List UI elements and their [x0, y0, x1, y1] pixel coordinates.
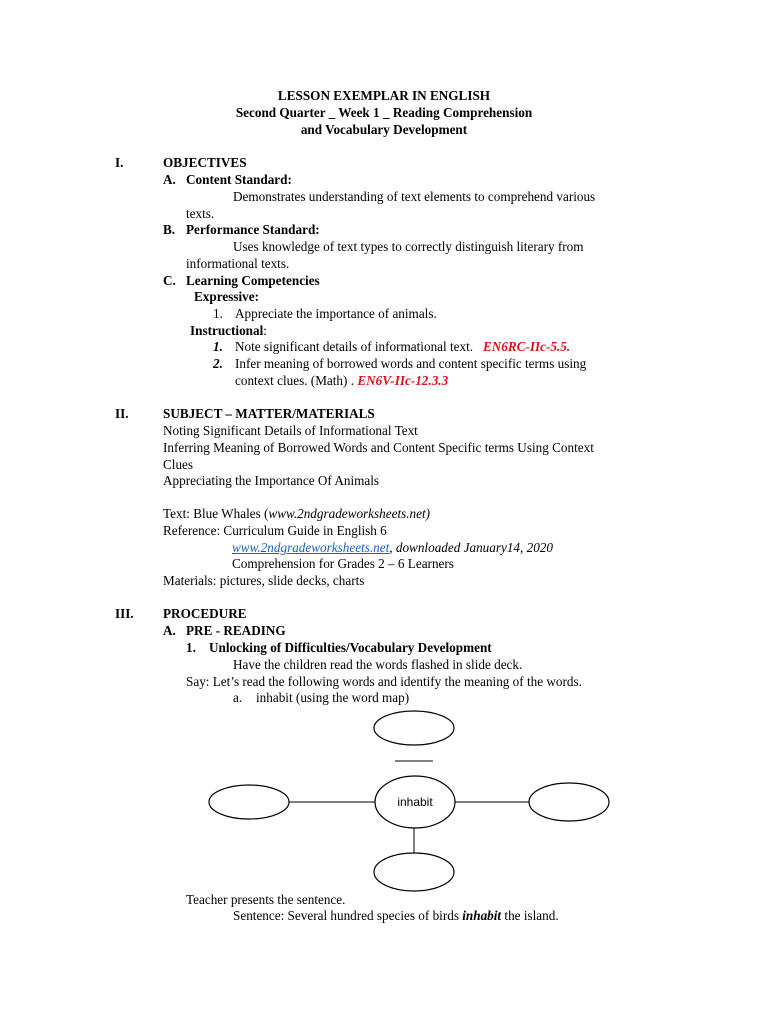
- instructional-item-2: Infer meaning of borrowed words and content specific terms using: [235, 356, 587, 371]
- instructional-item-2-number: 2.: [213, 356, 223, 371]
- content-standard-text: Demonstrates understanding of text elements to comprehend various: [233, 189, 596, 204]
- word-map-center-word: inhabit: [397, 795, 433, 809]
- pre-reading-label: A.: [163, 623, 176, 638]
- performance-standard-text: Uses knowledge of text types to correctly distinguish literary from: [233, 239, 584, 254]
- expressive-item-number: 1.: [213, 306, 223, 321]
- word-item-a-label: a.: [233, 690, 243, 705]
- section-2-number: II.: [115, 406, 129, 421]
- subject-line-1: Noting Significant Details of Informational Text: [163, 423, 418, 438]
- content-standard-label: A.: [163, 172, 176, 187]
- section-3-heading: PROCEDURE: [163, 606, 247, 621]
- text-source: Text: Blue Whales (www.2ndgradeworksheets.net): [163, 506, 431, 521]
- document-subtitle-line2: and Vocabulary Development: [300, 122, 468, 137]
- reference-link[interactable]: www.2ndgradeworksheets.net: [232, 540, 390, 555]
- competency-code: EN6RC-IIc-5.5.: [482, 339, 571, 354]
- learning-competencies-title: Learning Competencies: [186, 273, 320, 288]
- performance-standard-title: Performance Standard:: [186, 222, 320, 237]
- word-map-top-bubble: [374, 711, 454, 745]
- document-title: LESSON EXEMPLAR IN ENGLISH: [277, 88, 491, 103]
- subject-line-3: Clues: [163, 457, 194, 472]
- document-subtitle-line1: Second Quarter _ Week 1 _ Reading Comprehension: [235, 105, 533, 120]
- pre-reading-title: PRE - READING: [186, 623, 286, 638]
- word-item-a-text: inhabit (using the word map): [256, 690, 410, 705]
- content-standard-text-cont: texts.: [186, 206, 215, 221]
- reference-link-line: www.2ndgradeworksheets.net, downloaded January14, 2020: [232, 540, 553, 555]
- section-3-number: III.: [115, 606, 134, 621]
- word-map-right-bubble: [529, 783, 609, 821]
- expressive-heading: Expressive:: [194, 289, 259, 304]
- sentence-target-word: inhabit: [462, 908, 502, 923]
- competency-code: EN6V-IIc-12.3.3: [357, 373, 449, 388]
- instructional-item-1-number: 1.: [213, 339, 223, 354]
- procedure-say-line: Say: Let’s read the following words and identify the meaning of the words.: [186, 674, 582, 689]
- section-2-heading: SUBJECT – MATTER/MATERIALS: [163, 406, 375, 421]
- section-1-number: I.: [115, 155, 124, 170]
- reference-comprehension: Comprehension for Grades 2 – 6 Learners: [232, 556, 454, 571]
- materials-line: Materials: pictures, slide decks, charts: [163, 573, 365, 588]
- subject-line-4: Appreciating the Importance Of Animals: [163, 473, 380, 488]
- content-standard-title: Content Standard:: [186, 172, 292, 187]
- unlocking-title: Unlocking of Difficulties/Vocabulary Development: [209, 640, 492, 655]
- section-1-heading: OBJECTIVES: [163, 155, 247, 170]
- reference-line: Reference: Curriculum Guide in English 6: [163, 523, 387, 538]
- unlocking-number: 1.: [186, 640, 196, 655]
- instructional-heading: Instructional:: [190, 323, 267, 338]
- word-map-bottom-bubble: [374, 853, 454, 891]
- subject-line-2: Inferring Meaning of Borrowed Words and Content Specific terms Using Context: [163, 440, 594, 455]
- sentence-line: Sentence: Several hundred species of birds inhabit the island.: [233, 908, 559, 923]
- instructional-item-1: Note significant details of informational text. EN6RC-IIc-5.5.: [235, 339, 571, 354]
- performance-standard-label: B.: [163, 222, 176, 237]
- instructional-item-2-cont: context clues. (Math) . EN6V-IIc-12.3.3: [235, 373, 449, 388]
- teacher-presents-line: Teacher presents the sentence.: [186, 892, 346, 907]
- performance-standard-text-cont: informational texts.: [186, 256, 290, 271]
- expressive-item-text: Appreciate the importance of animals.: [235, 306, 437, 321]
- procedure-have-line: Have the children read the words flashed in slide deck.: [233, 657, 523, 672]
- word-map-left-bubble: [209, 785, 289, 819]
- learning-competencies-label: C.: [163, 273, 176, 288]
